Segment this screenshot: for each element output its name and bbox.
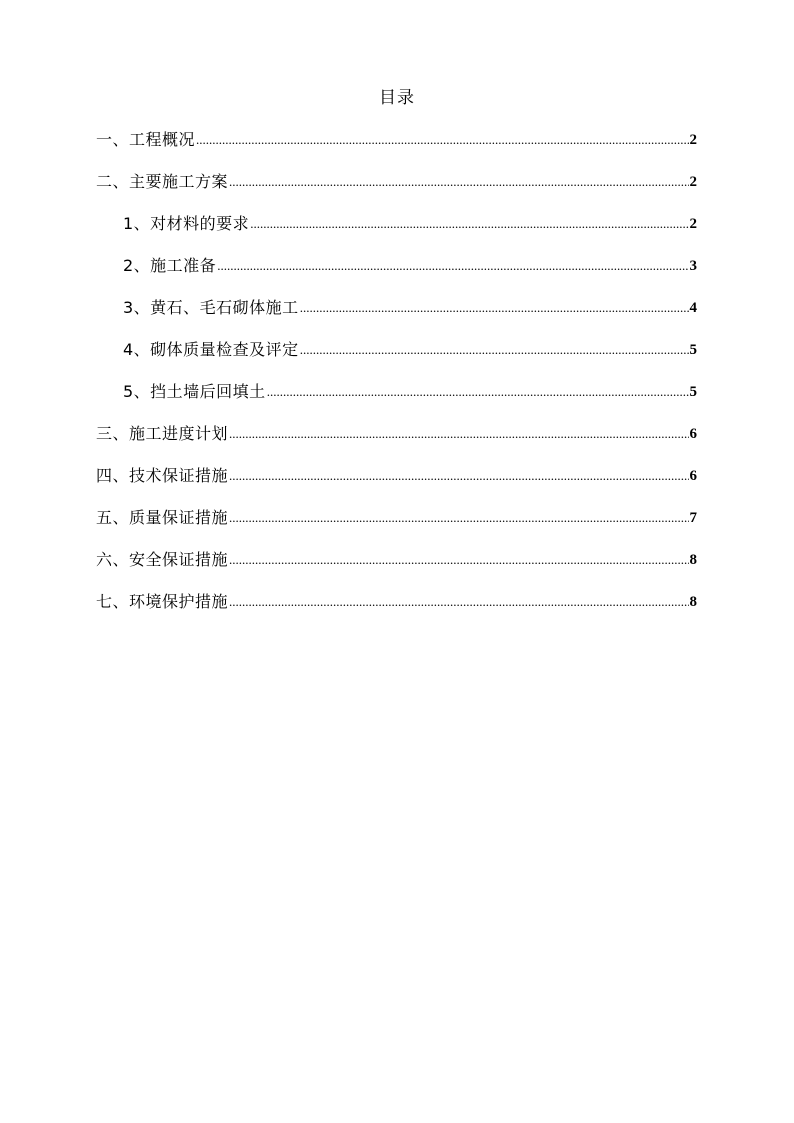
toc-page-number: 8 (689, 552, 697, 568)
toc-entry-label: 七、环境保护措施 (96, 592, 229, 611)
toc-entry-label: 4、砌体质量检查及评定 (123, 340, 299, 359)
toc-page-number: 2 (689, 132, 697, 148)
toc-entry-2[interactable] (96, 169, 697, 193)
toc-entry-label: 1、对材料的要求 (123, 214, 250, 233)
toc-entry-2-1[interactable] (123, 211, 697, 235)
toc-entry-7[interactable] (96, 589, 697, 613)
toc-dot-leader (229, 426, 688, 442)
toc-page-number: 3 (689, 258, 697, 274)
toc-dot-leader (196, 132, 688, 148)
toc-entry-6[interactable] (96, 547, 697, 571)
toc-dot-leader (250, 216, 688, 232)
toc-page-number: 4 (689, 300, 697, 316)
toc-entry-2-5[interactable] (123, 379, 697, 403)
toc-page-number: 8 (689, 594, 697, 610)
toc-entry-label: 六、安全保证措施 (96, 550, 229, 569)
toc-entry-1[interactable] (96, 127, 697, 151)
toc-entry-label: 五、质量保证措施 (96, 508, 229, 527)
toc-entry-label: 二、主要施工方案 (96, 172, 229, 191)
toc-entry-2-4[interactable] (123, 337, 697, 361)
toc-entry-5[interactable] (96, 505, 697, 529)
toc-dot-leader (229, 174, 688, 190)
toc-page-number: 5 (689, 342, 697, 358)
toc-page-number: 6 (689, 468, 697, 484)
toc-title: 目录 (379, 88, 415, 108)
toc-dot-leader (300, 342, 689, 358)
toc-entry-label: 5、挡土墙后回填土 (123, 382, 266, 401)
toc-entry-label: 四、技术保证措施 (96, 466, 229, 485)
toc-dot-leader (217, 258, 688, 274)
toc-dot-leader (267, 384, 689, 400)
toc-entry-3[interactable] (96, 421, 697, 445)
toc-entry-label: 一、工程概况 (96, 130, 196, 149)
toc-entry-2-2[interactable] (123, 253, 697, 277)
toc-dot-leader (229, 468, 688, 484)
toc-page-number: 2 (689, 216, 697, 232)
toc-dot-leader (300, 300, 689, 316)
toc-entry-4[interactable] (96, 463, 697, 487)
toc-entry-label: 三、施工进度计划 (96, 424, 229, 443)
toc-entry-2-3[interactable] (123, 295, 697, 319)
toc-entry-label: 3、黄石、毛石砌体施工 (123, 298, 299, 317)
toc-dot-leader (229, 552, 688, 568)
toc-page-number: 5 (689, 384, 697, 400)
toc-page-number: 7 (689, 510, 697, 526)
toc-entry-label: 2、施工准备 (123, 256, 217, 275)
toc-dot-leader (229, 510, 688, 526)
toc-dot-leader (229, 594, 688, 610)
toc-page-number: 6 (689, 426, 697, 442)
toc-page-number: 2 (689, 174, 697, 190)
